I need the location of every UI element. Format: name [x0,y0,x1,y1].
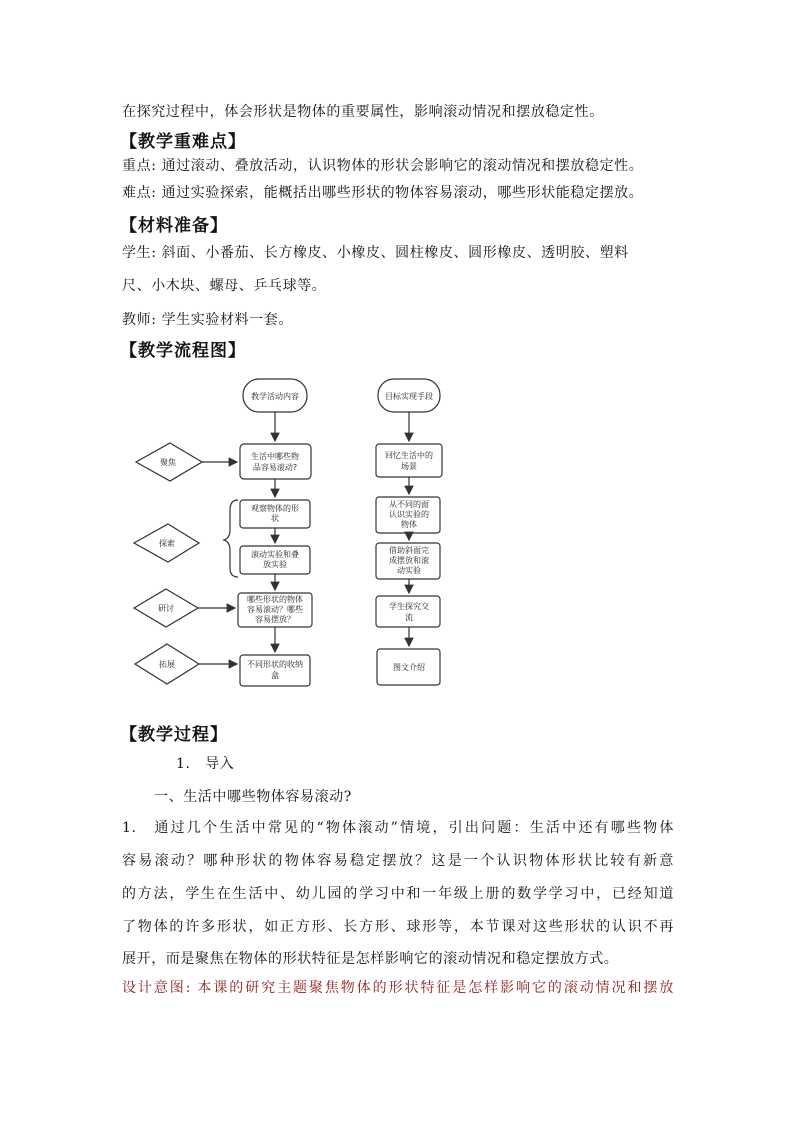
flowchart-heading: 【教学流程图】 [120,341,246,361]
right-box-2-line3: 物体 [401,520,417,529]
process-para-line1: 1. 通过几个生活中常见的“物体滚动”情境，引出问题：生活中还有哪些物体 [122,820,674,836]
left-box-1-line1: 生活中哪些物 [251,452,299,461]
right-box-1-line1: 回忆生活中的 [385,451,433,460]
key-point-line: 重点: 通过滚动、叠放活动，认识物体的形状会影响它的滚动情况和摆放稳定性。 [122,158,644,174]
right-box-3-line2: 成摆放和滚 [389,556,429,565]
process-heading: 【教学过程】 [120,725,228,745]
right-box-2-line1: 从不同的面 [389,500,429,509]
difficult-point-line: 难点: 通过实验探索，能概括出哪些形状的物体容易滚动，哪些形状能稳定摆放。 [122,185,644,201]
diamond-focus-label: 聚焦 [160,458,176,467]
right-box-4-line2: 流 [405,613,413,622]
left-box-2-line2: 状 [271,514,279,523]
left-box-5-line2: 盒 [271,671,279,680]
diamond-discuss-label: 研讨 [158,604,174,613]
right-title-text: 目标实现手段 [385,392,433,401]
left-box-3-line2: 放实验 [263,560,287,569]
right-box-4-line1: 学生探究交 [389,602,429,611]
left-title-text: 教学活动内容 [251,392,299,401]
intro-line: 在探究过程中，体会形状是物体的重要属性，影响滚动情况和摆放稳定性。 [122,104,604,120]
left-box-1 [240,444,311,479]
process-para-line5: 展开，而是聚焦在物体的形状特征是怎样影响它的滚动情况和稳定摆放方式。 [122,951,619,967]
teacher-materials-line: 教师: 学生实验材料一套。 [122,312,293,328]
left-box-4-line1: 哪些形状的物体 [247,595,303,604]
right-box-5-line1: 图文介绍 [393,663,425,672]
right-box-3-line3: 动实验 [397,566,421,575]
left-box-4-line2: 容易滚动？哪些 [247,605,303,614]
process-subheading: 一、生活中哪些物体容易滚动? [154,789,352,805]
materials-heading: 【材料准备】 [120,216,228,236]
difficulty-heading: 【教学重难点】 [120,132,246,152]
left-box-4-line3: 容易摆放？ [255,615,295,624]
diamond-extend-label: 拓展 [159,660,175,669]
left-box-1-line2: 品容易滚动? [252,463,298,472]
student-materials-line2: 尺、小木块、螺母、乒乓球等。 [122,278,327,294]
right-box-3-line1: 借助斜面完 [389,546,429,555]
left-box-5-line1: 不同形状的收纳 [247,660,303,669]
diamond-explore-label: 探索 [159,539,175,548]
right-box-2-line2: 认识实验的 [389,510,429,519]
process-para-line2: 容易滚动？哪种形状的物体容易稳定摆放？这是一个认识物体形状比较有新意 [122,853,674,869]
student-materials-line1: 学生: 斜面、小番茄、长方橡皮、小橡皮、圆柱橡皮、圆形橡皮、透明胶、塑料 [122,245,629,261]
left-box-2-line1: 观察物体的形 [251,504,299,513]
right-box-1-line2: 场景 [401,462,417,471]
design-intent-line: 设计意图: 本课的研究主题聚焦物体的形状特征是怎样影响它的滚动情况和摆放 [122,980,674,996]
process-para-line4: 了物体的许多形状，如正方形、长方形、球形等，本节课对这些形状的认识不再 [122,919,674,935]
process-item-1: 1. 导入 [176,756,235,772]
left-box-3-line1: 滚动实验和叠 [251,550,299,559]
right-box-1 [376,444,442,477]
process-para-line3: 的方法，学生在生活中、幼儿园的学习中和一年级上册的数学学习中，已经知道 [122,886,674,902]
right-box-4 [376,596,440,627]
